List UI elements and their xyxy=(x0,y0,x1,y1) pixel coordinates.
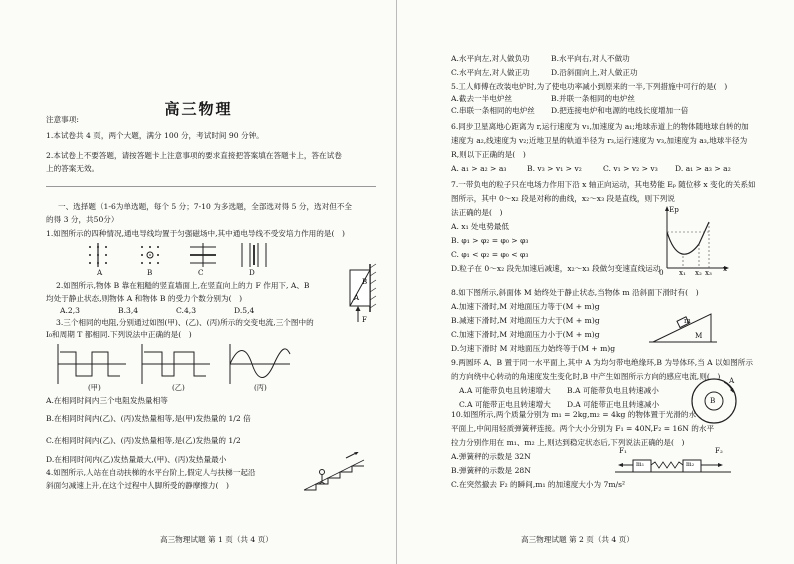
divider xyxy=(46,186,376,187)
question-10b: 平面上,中间用轻质弹簧秤连接。两个大小分别为 F₁ = 40N,F₂ = 16N 的水平 xyxy=(451,424,715,433)
question-7b: 图所示，其中 0～x₂ 段是对称的曲线，x₂～x₃ 段是直线，则下列说 xyxy=(451,194,675,203)
q9-option-d: D.A 可能带正电且转速减小 xyxy=(567,400,660,409)
q3-graph-bing xyxy=(230,344,290,384)
q9-option-a: A.A 可能带负电且转速增大 xyxy=(459,386,551,395)
section-1a: 一、选择题（1-6为单选题，每个 5 分；7-10 为多选题，全部选对得 5 分，选对但不全 xyxy=(58,202,353,211)
svg-text:A: A xyxy=(354,294,360,302)
q5-option-c: C.串联一条相同的电炉丝 xyxy=(451,106,535,115)
q9-label-a: A xyxy=(729,376,735,385)
q8-option-a: A.加速下滑时,M 对地面压力等于(M + m)g xyxy=(451,302,600,311)
q1-fig-d xyxy=(242,243,266,267)
q7-option-d: D.粒子在 0～x₂ 段先加速后减速，x₂～x₃ 段做匀变速直线运动 xyxy=(451,264,661,273)
question-9a: 9.两圆环 A、B 置于同一水平面上,其中 A 为均匀带电绝缘环,B 为导体环,当 A 以如图所示 xyxy=(451,358,753,367)
q3-option-a: A.在相同时间内三个电阻发热量相等 xyxy=(46,396,168,405)
question-10a: 10.如图所示,两个质量分别为 m₁ = 2kg,m₂ = 4kg 的物体置于光滑的水 xyxy=(451,410,697,419)
q10-label-m1: m₁ xyxy=(636,461,645,468)
q2-option-a: A.2,3 xyxy=(60,306,80,315)
q3-label-bing: (丙) xyxy=(254,383,267,392)
right-page xyxy=(397,0,794,564)
svg-text:B: B xyxy=(362,278,368,286)
question-8: 8.如下图所示,斜面体 M 始终处于静止状态,当物体 m 沿斜面下滑时有( ) xyxy=(451,288,699,297)
q1-fig-a xyxy=(89,243,107,267)
q10-label-m2: m₂ xyxy=(686,461,695,468)
q4-option-d: D.沿斜面向上,对人做正功 xyxy=(551,68,638,77)
right-footer: 高三物理试题 第 2 页（共 4 页） xyxy=(521,535,634,544)
q6-option-a: A. a₁ > a₂ > a₃ xyxy=(451,164,507,173)
q6-option-d: D. a₁ > a₃ > a₂ xyxy=(675,164,731,173)
q7-option-b: B. φ₁ > φ₂ = φ₀ > φ₃ xyxy=(451,236,529,245)
q1-label-b: B xyxy=(147,268,153,277)
q4-option-b: B.水平向右,对人不做功 xyxy=(551,54,630,63)
question-7a: 7.一带负电的粒子只在电场力作用下沿 x 轴正向运动，其电势能 Eₚ 随位移 x 变化的关系如 xyxy=(451,180,756,189)
q2-option-c: C.4,3 xyxy=(176,306,197,315)
q1-label-c: C xyxy=(198,268,204,277)
q10-option-a: A.弹簧秤的示数是 32N xyxy=(451,452,531,461)
q10-label-f1: F₁ xyxy=(619,446,627,455)
question-1: 1.如图所示的四种情况,通电导线均置于匀强磁场中,其中通电导线不受安培力作用的是( ) xyxy=(46,229,345,238)
q2-option-b: B.3,4 xyxy=(118,306,139,315)
notice-1: 1.本试卷共 4 页，两个大题，满分 100 分，考试时间 90 分钟。 xyxy=(46,131,264,140)
q3-label-yi: (乙) xyxy=(172,383,185,392)
q7-axis-origin: 0 xyxy=(659,268,664,277)
q3-graph-jia xyxy=(58,344,126,384)
question-7c: 法正确的是( ) xyxy=(451,208,503,217)
q10-label-f2: F₂ xyxy=(715,446,723,455)
q3-label-jia: (甲) xyxy=(88,383,101,392)
question-9b: 的方向绕中心转动的角速度发生变化时,B 中产生如图所示方向的感应电流,则( ) xyxy=(451,372,721,381)
q9-label-b: B xyxy=(710,396,716,405)
question-6b: 速度为 a₂,线速度为 v₂;近地卫星的轨道半径为 r₃,运行速度为 v₃,加速度为 a₃,地球半径为 xyxy=(451,136,748,145)
q5-option-a: A.截去一半电炉丝 xyxy=(451,94,513,103)
q1-figures xyxy=(86,243,286,277)
q3-option-c: C.在相同时间内(乙)、(丙)发热量相等,是(乙)发热量的 1/2 xyxy=(46,436,241,445)
question-6a: 6.同步卫星离地心距离为 r,运行速度为 v₁,加速度为 a₁;地球赤道上的物体随地球自转的加 xyxy=(451,122,749,131)
q1-fig-b xyxy=(141,246,159,264)
question-4a: 4.如图所示,人站在自动扶梯的水平台阶上,假定人与扶梯一起沿 xyxy=(46,468,256,477)
q3-current-graphs xyxy=(54,342,294,388)
q4-option-c: C.水平向左,对人做正功 xyxy=(451,68,530,77)
q7-option-c: C. φ₁ < φ₂ = φ₀ < φ₃ xyxy=(451,250,529,259)
notice-2b: 上的答案无效。 xyxy=(46,164,100,173)
q8-label-big-m: M xyxy=(695,331,703,340)
q8-option-b: B.减速下滑时,M 对地面压力大于(M + m)g xyxy=(451,316,600,325)
q7-axis-x3: x₃ xyxy=(705,268,712,277)
notice-heading: 注意事项: xyxy=(46,115,79,124)
question-2a: 2.如图所示,物体 B 靠在粗糙的竖直墙面上,在竖直向上的力 F 作用下, A、B xyxy=(56,281,310,290)
q9-option-b: B.A 可能带负电且转速减小 xyxy=(567,386,659,395)
question-6c: R,则以下正确的是( ) xyxy=(451,150,526,159)
q6-option-c: C. v₁ > v₂ > v₃ xyxy=(603,164,658,173)
q4-option-a: A.水平向左,对人做负功 xyxy=(451,54,530,63)
question-3a: 3.三个相同的电阻,分别通过如图(甲)、(乙)、(丙)所示的交变电流,三个图中的 xyxy=(56,318,314,327)
q7-axis-x2: x₂ xyxy=(695,268,702,277)
q3-option-d: D.在相同时间内(乙)发热量最大,(甲)、(丙)发热量最小 xyxy=(46,455,227,464)
q5-option-b: B.并联一条相同的电炉丝 xyxy=(551,94,635,103)
left-footer: 高三物理试题 第 1 页（共 4 页） xyxy=(160,535,273,544)
q10-option-c: C.在突然撤去 F₂ 的瞬间,m₁ 的加速度大小为 7m/s² xyxy=(451,480,626,489)
q2-option-d: D.5,4 xyxy=(234,306,255,315)
q8-label-m: m xyxy=(684,316,691,325)
q8-option-d: D.匀速下滑时 M 对地面压力始终等于(M + m)g xyxy=(451,344,616,353)
question-3b: I₀和周期 T 都相同.下列说法中正确的是( ) xyxy=(46,330,192,339)
q6-option-b: B. v₃ > v₁ > v₂ xyxy=(527,164,582,173)
q4-escalator-figure xyxy=(302,452,372,492)
q7-axis-x1: x₁ xyxy=(679,268,686,277)
notice-2a: 2.本试卷上不要答题，请按答题卡上注意事项的要求直接把答案填在答题卡上，答在试卷 xyxy=(46,151,342,160)
question-5: 5.工人师傅在改装电炉时,为了使电功率减小到原来的一半,下列措施中可行的是( ) xyxy=(451,82,728,91)
q7-axis-ep: Ep xyxy=(669,205,679,214)
q3-option-b: B.在相同时间内(乙)、(丙)发热量相等,是(甲)发热量的 1/2 倍 xyxy=(46,414,251,423)
question-2b: 均处于静止状态,则物体 A 和物体 B 的受力个数分别为( ) xyxy=(46,294,243,303)
exam-title: 高三物理 xyxy=(164,100,233,118)
q10-option-b: B.弹簧秤的示数是 28N xyxy=(451,466,531,475)
q9-option-c: C.A 可能带正电且转速增大 xyxy=(459,400,551,409)
q7-option-a: A. x₁ 处电势最低 xyxy=(451,222,510,231)
question-4b: 斜面匀减速上升,在这个过程中人脚所受的静摩擦力( ) xyxy=(46,481,229,490)
q10-spring-figure xyxy=(615,456,733,474)
q3-graph-yi xyxy=(142,344,210,384)
q1-label-d: D xyxy=(249,268,255,277)
question-10c: 拉力分别作用在 m₁、m₂ 上,则达到稳定状态后,下列说法正确的是( ) xyxy=(451,438,685,447)
q2-wall-figure xyxy=(336,262,382,324)
section-1b: 的得 3 分，共50分） xyxy=(46,215,119,224)
q1-label-a: A xyxy=(97,268,103,277)
q1-fig-c xyxy=(190,243,216,267)
svg-text:F: F xyxy=(362,316,367,324)
q8-option-c: C.加速下滑时,M 对地面压力小于(M + m)g xyxy=(451,330,600,339)
q7-axis-x: x xyxy=(723,264,728,273)
q5-option-d: D.把连接电炉和电源的电线长度增加一倍 xyxy=(551,106,689,115)
